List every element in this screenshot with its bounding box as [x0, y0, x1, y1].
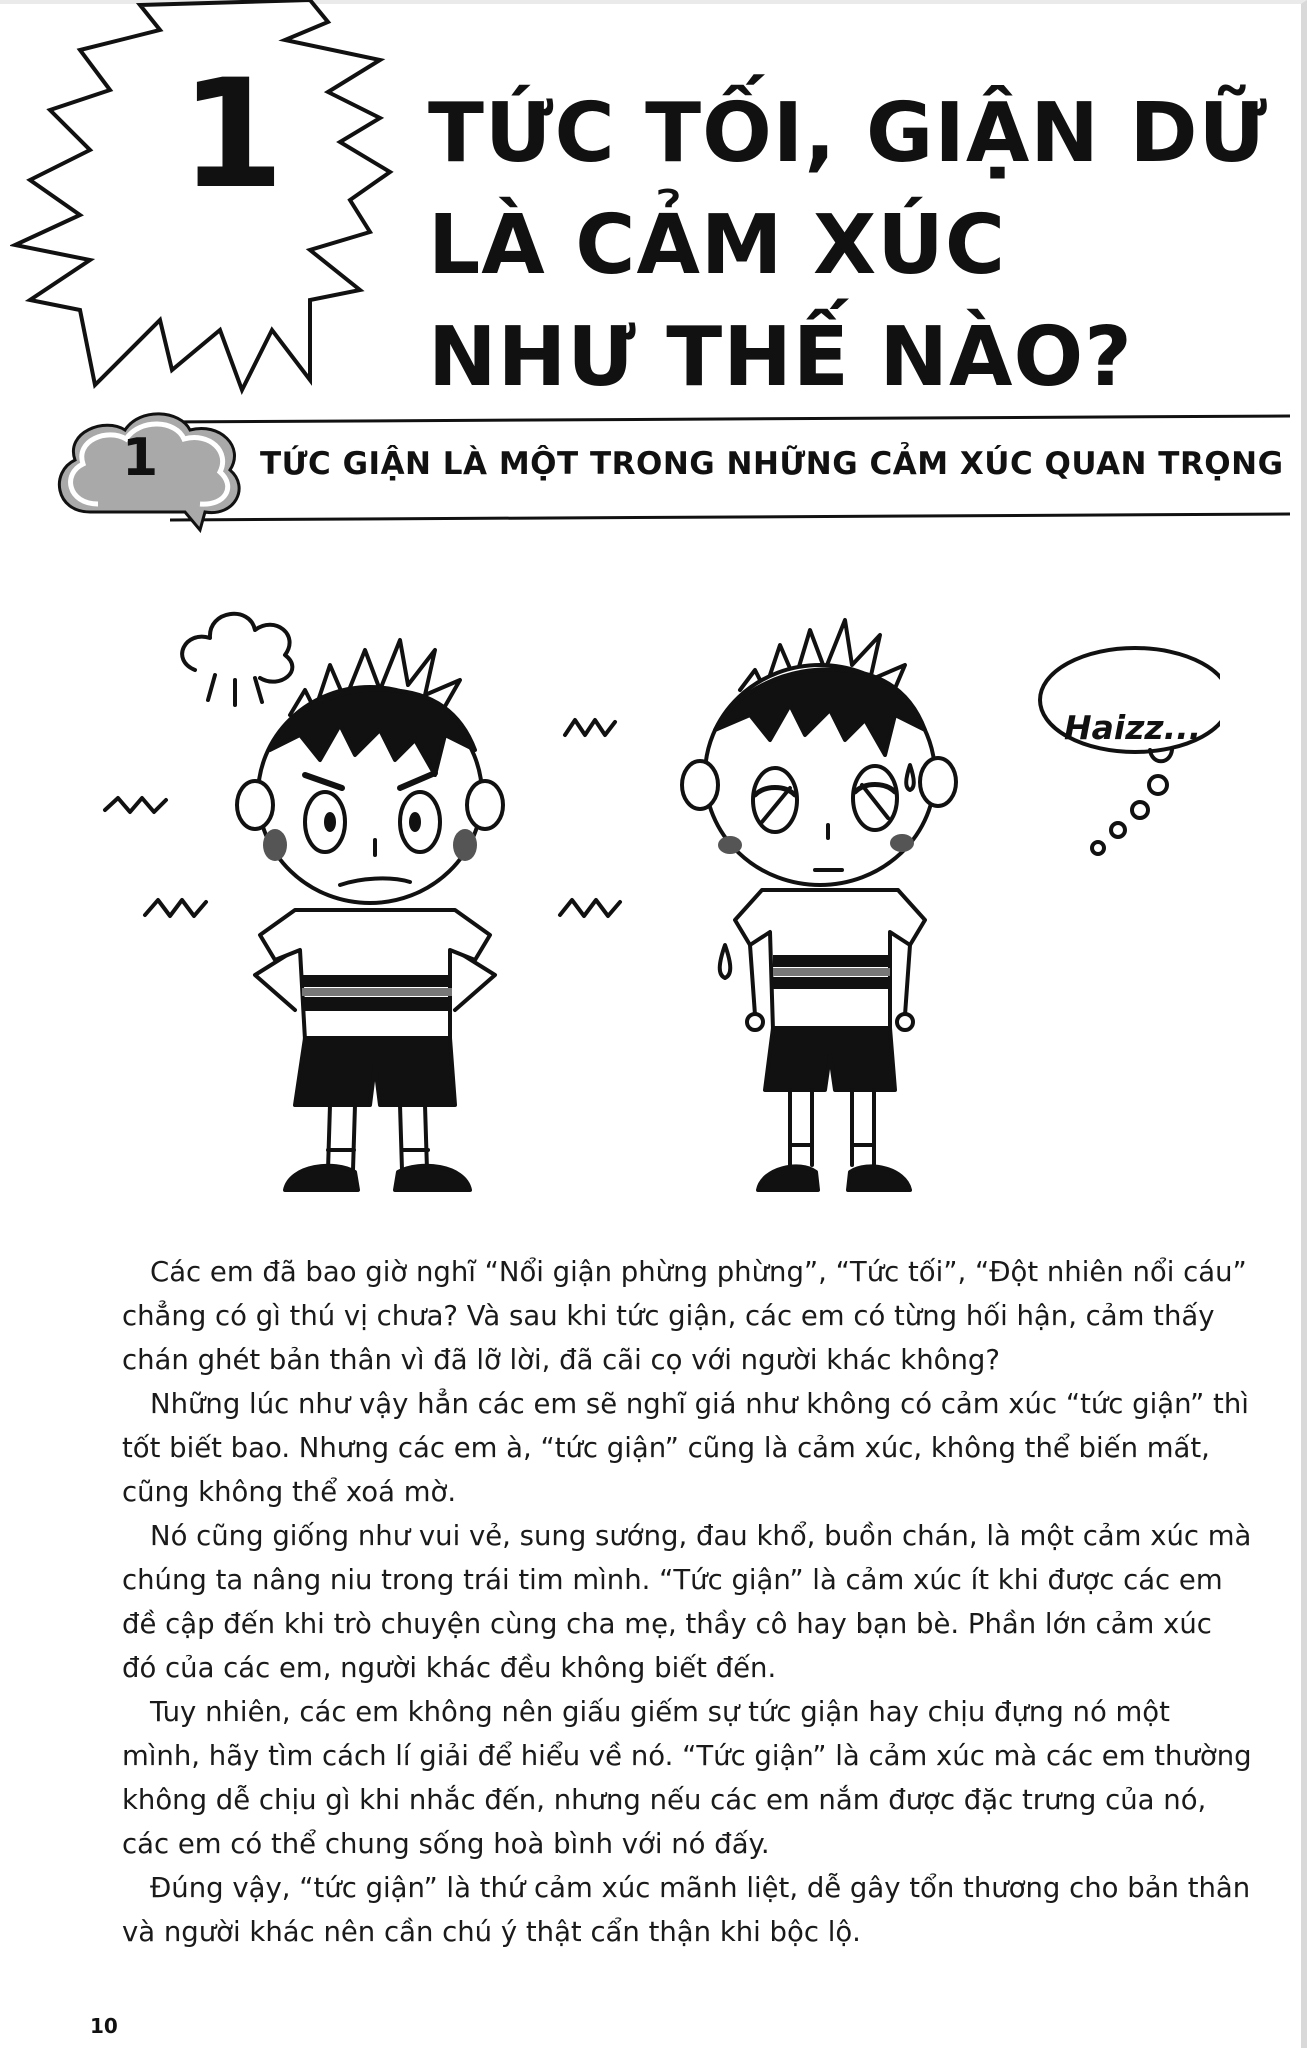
section-number: 1: [122, 428, 159, 488]
paragraph: Những lúc như vậy hẳn các em sẽ nghĩ giá như không có cảm xúc “tức giận” thì tốt biết bao. Nhưng các em à, “tức giận” cũng là cảm xúc, không thể biến mất, cũng không thể xoá mờ.: [122, 1388, 1249, 1508]
thought-bubble-text: Haizz...: [1064, 708, 1202, 747]
two-boys-illustration: [90, 560, 1220, 1210]
body-text: [122, 1250, 1252, 1954]
page-number: 10: [90, 2014, 118, 2038]
paragraph: Đúng vậy, “tức giận” là thứ cảm xúc mãnh liệt, dễ gây tổn thương cho bản thân và người khác nên cần chú ý thật cẩn thận khi bộc lộ.: [122, 1872, 1251, 1948]
chapter-title: [428, 78, 1269, 414]
paragraph: Nó cũng giống như vui vẻ, sung sướng, đau khổ, buồn chán, là một cảm xúc mà chúng ta nâng niu trong trái tim mình. “Tức giận” là cảm xúc ít khi được các em đề cập đến khi trò chuyện cùng cha mẹ, thầy cô hay bạn bè. Phần lớn cảm xúc đó của các em, người khác đều không biết đến.: [122, 1520, 1252, 1684]
chapter-title-line-3: NHƯ THẾ NÀO?: [428, 310, 1133, 405]
section-title: TỨC GIẬN LÀ MỘT TRONG NHỮNG CẢM XÚC QUAN TRỌNG: [260, 446, 1284, 482]
chapter-title-line-1: TỨC TỐI, GIẬN DỮ: [428, 86, 1269, 181]
chapter-number: 1: [180, 48, 285, 222]
paragraph: Các em đã bao giờ nghĩ “Nổi giận phừng phừng”, “Tức tối”, “Đột nhiên nổi cáu” chẳng có gì thú vị chưa? Và sau khi tức giận, các em có từng hối hận, cảm thấy chán ghét bản thân vì đã lỡ lời, đã cãi cọ với người khác không?: [122, 1256, 1247, 1376]
paragraph: Tuy nhiên, các em không nên giấu giếm sự tức giận hay chịu đựng nó một mình, hãy tìm cách lí giải để hiểu về nó. “Tức giận” là cảm xúc mà các em thường không dễ chịu gì khi nhắc đến, nhưng nếu các em nắm được đặc trưng của nó, các em có thể chung sống hoà bình với nó đấy.: [122, 1696, 1252, 1860]
chapter-title-line-2: LÀ CẢM XÚC: [428, 198, 1007, 293]
